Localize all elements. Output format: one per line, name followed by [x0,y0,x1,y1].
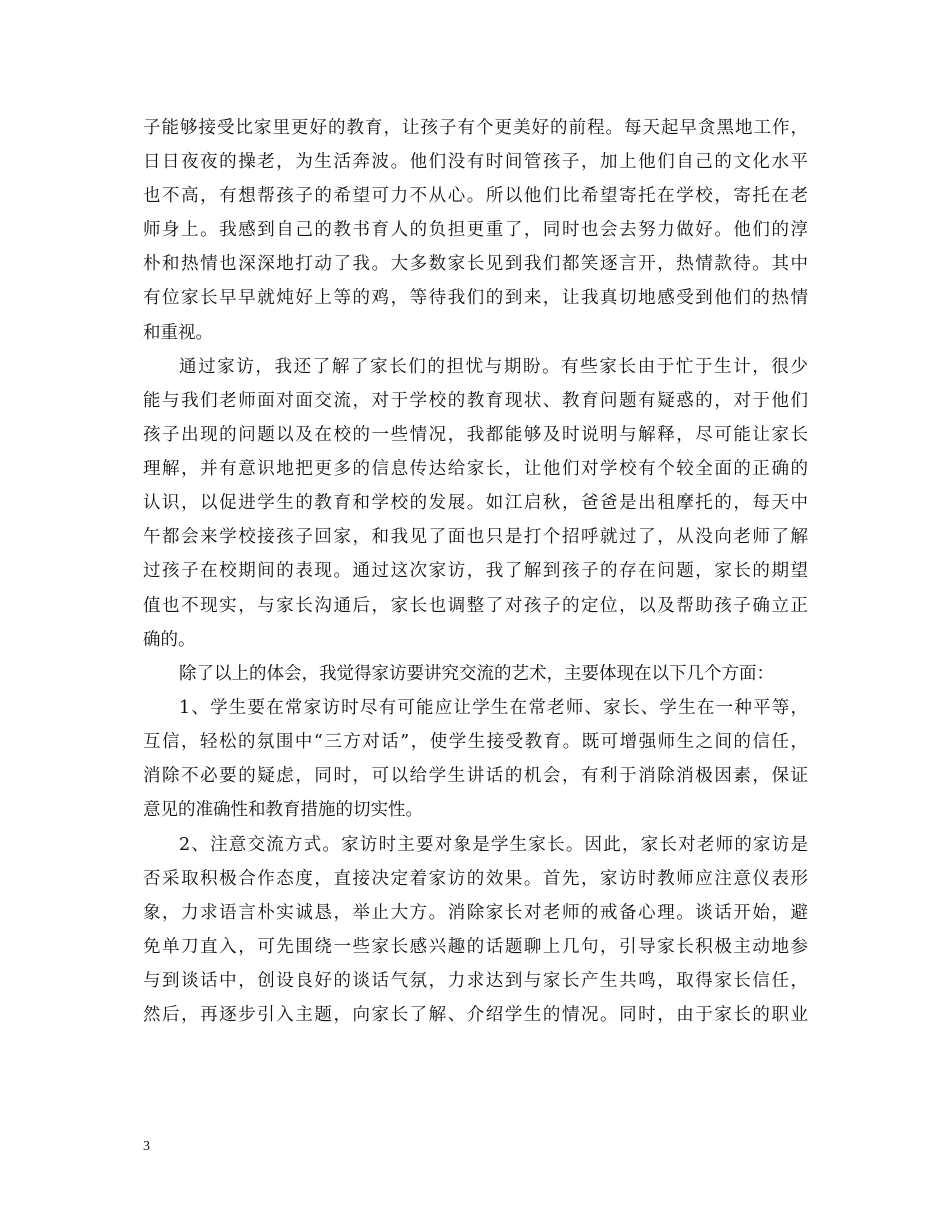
text-line: 理解，并有意识地把更多的信息传达给家长，让他们对学校有个较全面的正确的 [143,459,808,479]
text-line: 除了以上的体会，我觉得家访要讲究交流的艺术，主要体现在以下几个方面： [179,664,774,684]
text-line: 消除不必要的疑虑，同时，可以给学生讲话的机会，有利于消除消极因素，保证 [143,766,808,786]
text-line: 和重视。 [143,323,213,343]
text-line: 免单刀直入，可先围绕一些家长感兴趣的话题聊上几句，引导家长积极主动地参 [143,937,808,957]
text-line: 也不高，有想帮孩子的希望可力不从心。所以他们比希望寄托在学校，寄托在老 [143,186,808,206]
text-line: 1、学生要在常家访时尽有可能应让学生在常老师、家长、学生在一种平等， [179,698,808,718]
text-line: 象，力求语言朴实诚恳，举止大方。消除家长对老师的戒备心理。谈话开始，避 [143,903,808,923]
text-line: 午都会来学校接孩子回家，和我见了面也只是打个招呼就过了，从没向老师了解 [143,527,808,547]
text-line: 日日夜夜的操老，为生活奔波。他们没有时间管孩子，加上他们自己的文化水平 [143,152,808,172]
text-line: 意见的准确性和教育措施的切实性。 [143,800,423,820]
text-line: 认识，以促进学生的教育和学校的发展。如江启秋，爸爸是出租摩托的，每天中 [143,493,808,513]
text-line: 否采取积极合作态度，直接决定着家访的效果。首先，家访时教师应注意仪表形 [143,869,808,889]
text-line: 有位家长早早就炖好上等的鸡，等待我们的到来，让我真切地感受到他们的热情 [143,288,808,308]
text-line: 然后，再逐步引入主题，向家长了解、介绍学生的情况。同时，由于家长的职业 [143,1005,808,1025]
page-number: 3 [143,1139,150,1154]
text-line: 值也不现实，与家长沟通后，家长也调整了对孩子的定位，以及帮助孩子确立正 [143,596,808,616]
text-line: 确的。 [143,630,196,650]
text-line: 师身上。我感到自己的教书育人的负担更重了，同时也会去努力做好。他们的淳 [143,220,808,240]
text-line: 能与我们老师面对面交流，对于学校的教育现状、教育问题有疑惑的，对于他们 [143,391,808,411]
text-line: 过孩子在校期间的表现。通过这次家访，我了解到孩子的存在问题，家长的期望 [143,561,808,581]
text-line: 与到谈话中，创设良好的谈话气氛，力求达到与家长产生共鸣，取得家长信任， [143,971,808,991]
text-line: 朴和热情也深深地打动了我。大多数家长见到我们都笑逐言开，热情款待。其中 [143,254,808,274]
text-line: 2、注意交流方式。家访时主要对象是学生家长。因此，家长对老师的家访是 [179,835,808,855]
text-line: 子能够接受比家里更好的教育，让孩子有个更美好的前程。每天起早贪黑地工作， [143,118,808,138]
text-line: 孩子出现的问题以及在校的一些情况，我都能够及时说明与解释，尽可能让家长 [143,425,808,445]
text-line: 互信，轻松的氛围中“三方对话”，使学生接受教育。既可增强师生之间的信任， [143,732,808,752]
text-line: 通过家访，我还了解了家长们的担忧与期盼。有些家长由于忙于生计，很少 [179,357,808,377]
